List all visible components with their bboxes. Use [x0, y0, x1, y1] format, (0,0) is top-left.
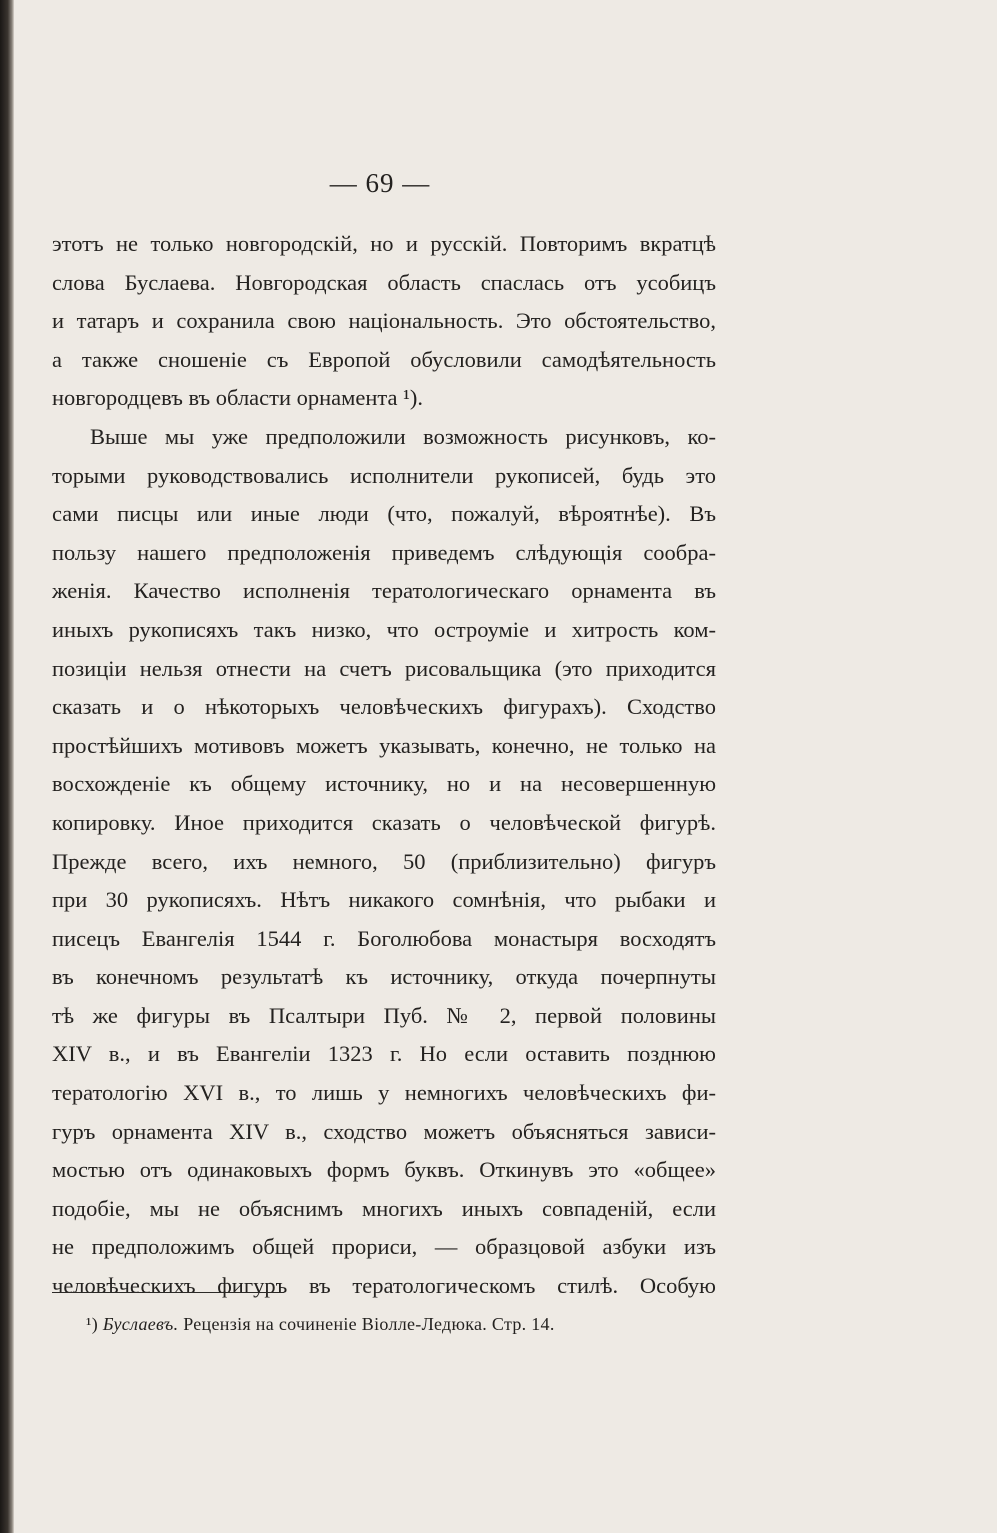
text-line: торыми руководствовались исполнители рукописей, будь это	[52, 462, 716, 488]
text-line: Прежде всего, ихъ немного, 50 (приблизительно) фигуръ	[52, 848, 716, 874]
text-line: иныхъ рукописяхъ такъ низко, что остроуміе и хитрость ком-	[52, 616, 716, 642]
text-line: не предположимъ общей прориси, — образцовой азбуки изъ	[52, 1234, 716, 1260]
text-line: писецъ Евангелія 1544 г. Боголюбова монастыря восходятъ	[52, 925, 716, 951]
footnote-divider	[52, 1292, 284, 1293]
text-line: мостью отъ одинаковыхъ формъ буквъ. Откинувъ это «общее»	[52, 1157, 716, 1183]
text-line: сами писцы или иные люди (что, пожалуй, вѣроятнѣе). Въ	[52, 501, 716, 527]
footnote	[86, 1314, 555, 1335]
text-line: простѣйшихъ мотивовъ можетъ указывать, конечно, не только на	[52, 732, 716, 758]
text-line: женія. Качество исполненія тератологическаго орнамента въ	[52, 578, 716, 604]
text-line: копировку. Иное приходится сказать о человѣческой фигурѣ.	[52, 809, 716, 835]
text-line: восхожденіе къ общему источнику, но и на несовершенную	[52, 771, 716, 797]
text-line: въ конечномъ результатѣ къ источнику, откуда почерпнуты	[52, 964, 716, 990]
text-line: гуръ орнамента XIV в., сходство можетъ объясняться зависи-	[52, 1118, 716, 1144]
text-line: этотъ не только новгородскій, но и русскій. Повторимъ вкратцѣ	[52, 231, 716, 256]
text-line: и татаръ и сохранила свою національность. Это обстоятельство,	[52, 308, 716, 334]
text-line: слова Буслаева. Новгородская область спаслась отъ усобицъ	[52, 269, 716, 295]
text-line: тератологію XVI в., то лишь у немногихъ человѣческихъ фи-	[52, 1080, 716, 1106]
text-line: новгородцевъ въ области орнамента ¹).	[52, 385, 424, 411]
text-line: позиціи нельзя отнести на счетъ рисовальщика (это приходится	[52, 655, 716, 681]
text-line: подобіе, мы не объяснимъ многихъ иныхъ совпаденій, если	[52, 1195, 716, 1221]
text-line: сказать и о нѣкоторыхъ человѣческихъ фигурахъ). Сходство	[52, 694, 716, 720]
book-spine-edge	[0, 0, 14, 1533]
body-text	[52, 225, 716, 1306]
footnote-marker: ¹)	[86, 1314, 98, 1334]
page-number: — 69 —	[329, 168, 431, 198]
text-line: XIV в., и въ Евангеліи 1323 г. Но если оставить позднюю	[52, 1041, 716, 1067]
footnote-text: Рецензія на сочиненіе Віолле-Ледюка. Стр. 14.	[183, 1314, 555, 1334]
text-line: Выше мы уже предположили возможность рисунковъ, ко-	[90, 423, 716, 449]
text-line: тѣ же фигуры въ Псалтыри Пуб. № 2, первой половины	[52, 1002, 716, 1028]
footnote-author: Буслаевъ.	[102, 1314, 179, 1334]
text-line: а также сношеніе съ Европой обусловили самодѣятельность	[52, 346, 716, 372]
text-line: при 30 рукописяхъ. Нѣтъ никакого сомнѣнія, что рыбаки и	[52, 887, 716, 913]
text-line: пользу нашего предположенія приведемъ слѣдующія сообра-	[52, 539, 716, 565]
text-line: человѣческихъ фигуръ въ тератологическомъ стилѣ. Особую	[52, 1273, 716, 1299]
